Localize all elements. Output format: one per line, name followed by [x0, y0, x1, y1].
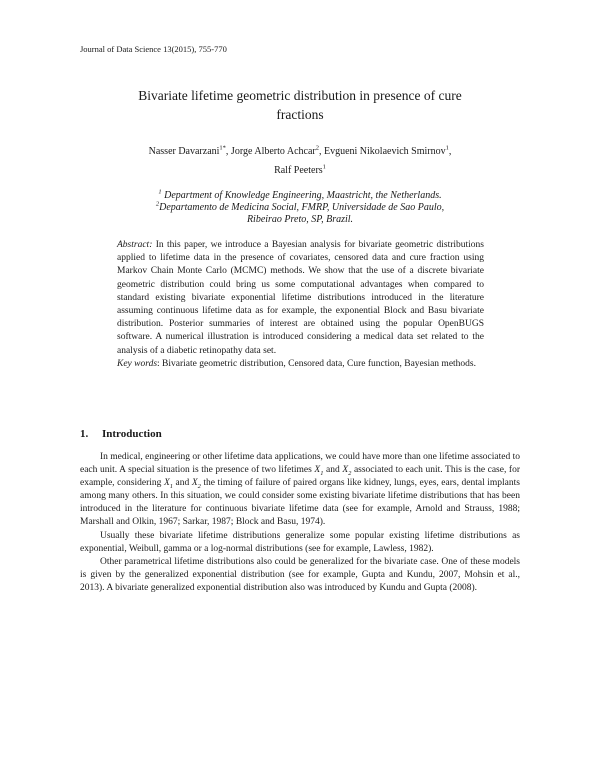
affiliations — [95, 190, 505, 226]
text-run: the timing of failure of paired organs like kidney, lungs, eyes, ears, dental implants among many others. In this situation, we could consider some existing bivariate lifetime distributions that has been introduced in the literature for continuous bivariate lifetime data (see for example, Arnold and Strauss, 1988; Marshall and Olkin, 1967; Sarkar, 1987; Block and Basu, 1974). — [80, 478, 520, 528]
intro-paragraph-2: Usually these bivariate lifetime distributions generalize some popular existing lifetime distributions as exponential, Weibull, gamma or a log-normal distributions (see for example, Lawless, 1982). — [80, 530, 520, 554]
author-3: Evgueni Nikolaevich Smirnov — [323, 146, 446, 157]
math-sub: 1 — [169, 483, 174, 491]
author-3-mark: 1 — [445, 144, 449, 152]
section-number: 1. — [80, 428, 89, 440]
intro-paragraph-3: Other parametrical lifetime distributions also could be generalized for the bivariate case. One of these models is given by the generalized exponential distribution (see for example, Gupta and Kundu, 2007, Mohsin et al., 2013). A bivariate generalized exponential distribution also was introduced by Kundu and Gupta (2008). — [80, 556, 520, 593]
author-2: Jorge Alberto Achcar — [230, 146, 316, 157]
paper-title — [110, 86, 490, 124]
author-1: Nasser Davarzani — [148, 146, 220, 157]
abstract — [117, 239, 484, 371]
author-separator: , — [318, 146, 324, 157]
keywords-paragraph — [117, 358, 484, 371]
title-line-2: fractions — [276, 107, 324, 122]
section-heading — [80, 428, 162, 440]
math-x: X — [191, 478, 198, 489]
affiliation-2-line-2: Ribeirao Preto, SP, Brazil. — [246, 214, 354, 225]
affiliation-1: Department of Knowledge Engineering, Maastricht, the Netherlands. — [161, 190, 442, 201]
title-line-1: Bivariate lifetime geometric distribution in presence of cure — [138, 88, 462, 103]
abstract-label: Abstract: — [117, 240, 153, 250]
introduction-body — [80, 451, 520, 595]
math-x: X — [342, 465, 349, 476]
author-separator: , — [225, 146, 231, 157]
abstract-text: In this paper, we introduce a Bayesian analysis for bivariate geometric distributions applied to lifetime data in the presence of covariates, censored data and cure fraction using Markov Chain Monte Carlo (MCMC) methods. We show that the use of a discrete bivariate geometric distribution could bring us some computational advantages when compared to standard existing bivariate exponential lifetime distributions introduced in the literature assuming continuous lifetime data as for example, the exponential Block and Basu bivariate distribution. Posterior summaries of interest are obtained using the popular OpenBUGS software. A numerical illustration is introduced considering a medical data set related to the analysis of a diabetic retinopathy data set. — [117, 240, 484, 356]
text-run: In medical, engineering or other lifetime data applications, we could have more than one lifetime associated to each unit. A special situation is the presence of two lifetimes — [80, 452, 520, 476]
author-list — [90, 142, 510, 180]
author-4-mark: 1 — [322, 163, 326, 171]
math-sub: 2 — [197, 483, 201, 491]
author-separator: , — [448, 146, 452, 157]
math-x: X — [314, 465, 321, 476]
math-sub: 1 — [320, 469, 324, 477]
affiliation-2-line-1: Departamento de Medicina Social, FMRP, Universidade de Sao Paulo, — [159, 202, 445, 213]
affiliation-2-mark: 2 — [155, 200, 160, 208]
text-run: and — [173, 478, 192, 489]
journal-citation: Journal of Data Science 13(2015), 755-770 — [80, 44, 227, 54]
keywords-text: : Bivariate geometric distribution, Censored data, Cure function, Bayesian methods. — [157, 358, 476, 369]
section-title: Introduction — [102, 428, 162, 440]
author-1-mark: 1* — [219, 144, 226, 152]
text-run: associated to each unit. This is the case, for example, considering — [80, 465, 520, 489]
intro-paragraph-1 — [80, 451, 520, 530]
math-sub: 2 — [348, 469, 352, 477]
text-run: and — [323, 465, 343, 476]
affiliation-1-mark: 1 — [158, 188, 162, 196]
author-2-mark: 2 — [315, 144, 319, 152]
keywords-label: Key words — [117, 358, 158, 369]
math-x: X — [163, 478, 170, 489]
author-4: Ralf Peeters — [274, 165, 323, 176]
abstract-paragraph — [117, 239, 484, 358]
